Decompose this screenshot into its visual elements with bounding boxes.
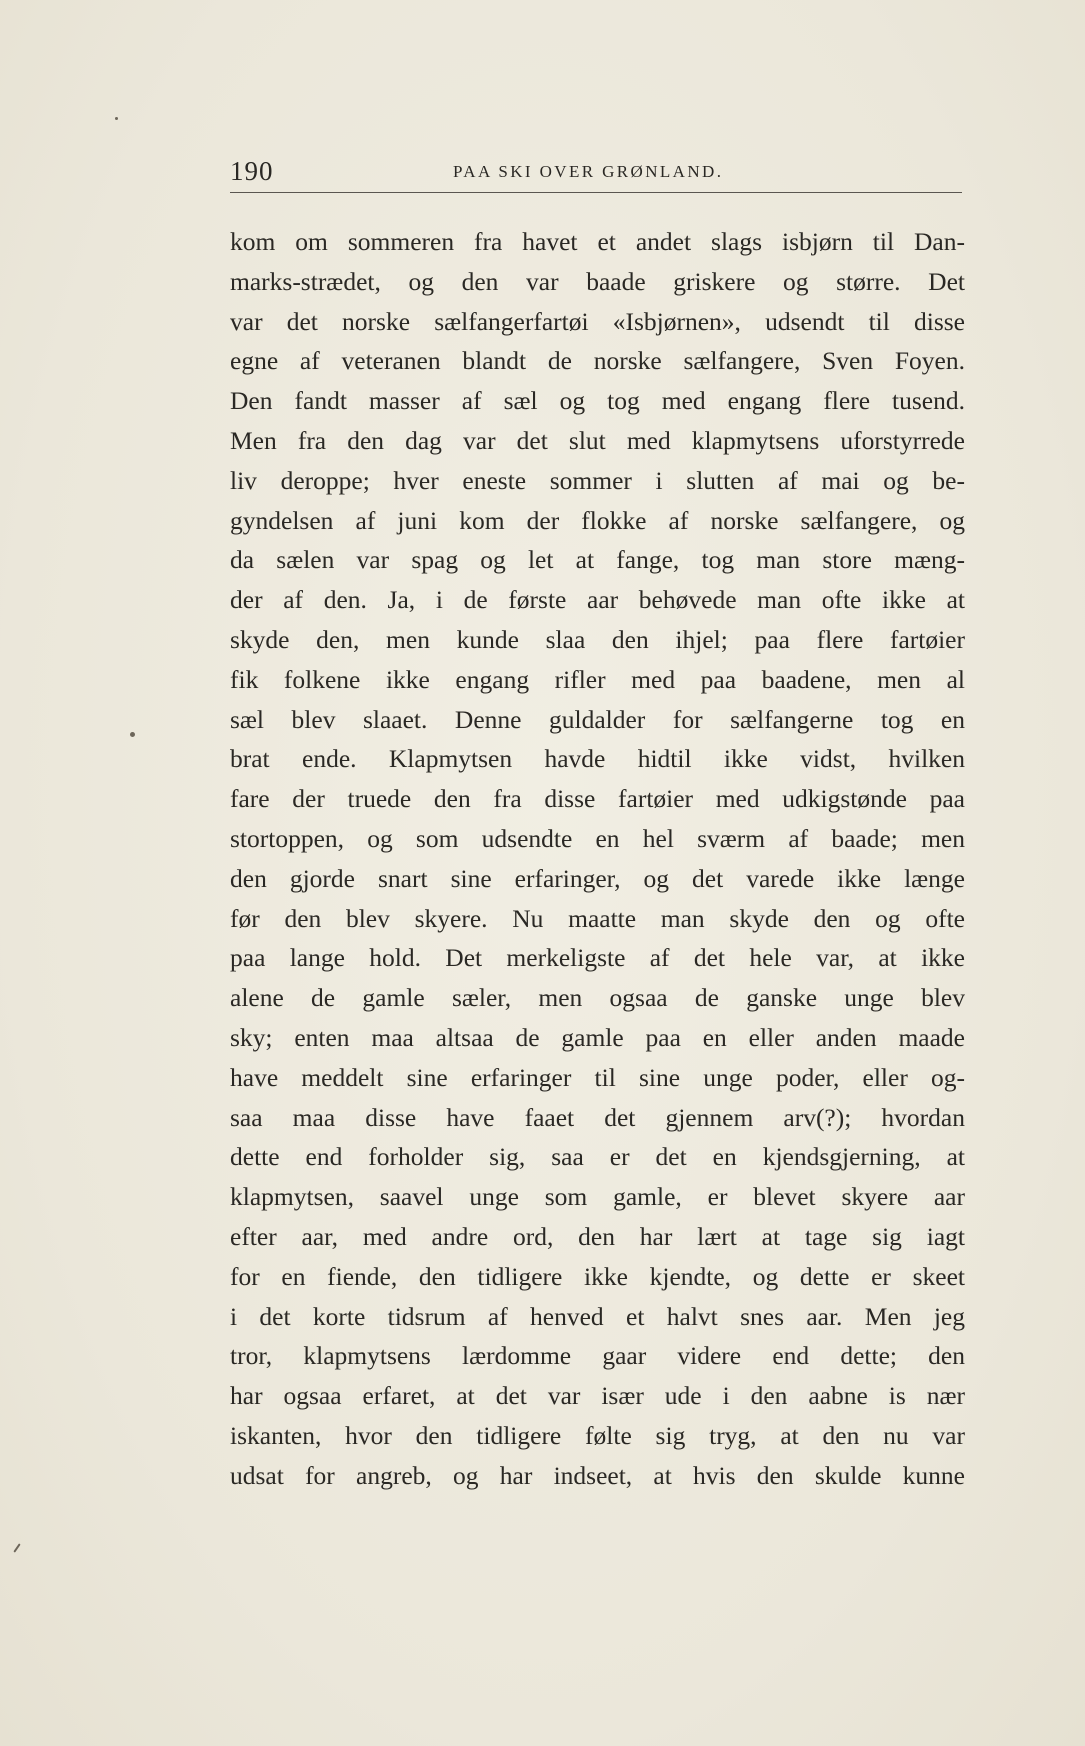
- paper-speck: [130, 732, 135, 737]
- text-line: stortoppen, og som udsendte en hel sværm af baade; men: [230, 823, 965, 853]
- text-line: efter aar, med andre ord, den har lært at tage sig iagt: [230, 1221, 965, 1251]
- text-line: udsat for angreb, og har indseet, at hvis den skulde kunne: [230, 1460, 965, 1490]
- text-line: sæl blev slaaet. Denne guldalder for sælfangerne tog en: [230, 704, 965, 734]
- text-line: iskanten, hvor den tidligere følte sig tryg, at den nu var: [230, 1420, 965, 1450]
- text-line: fare der truede den fra disse fartøier med udkigstønde paa: [230, 784, 965, 814]
- page-number: 190: [230, 156, 274, 186]
- text-line: i det korte tidsrum af henved et halvt snes aar. Men jeg: [230, 1301, 965, 1331]
- text-line: før den blev skyere. Nu maatte man skyde den og ofte: [230, 903, 965, 933]
- text-line: brat ende. Klapmytsen havde hidtil ikke vidst, hvilken: [230, 744, 965, 774]
- text-line: der af den. Ja, i de første aar behøvede man ofte ikke at: [230, 585, 965, 615]
- text-line: fik folkene ikke engang rifler med paa baadene, men al: [230, 664, 965, 694]
- text-line: klapmytsen, saavel unge som gamle, er blevet skyere aar: [230, 1182, 965, 1212]
- text-line: egne af veteranen blandt de norske sælfangere, Sven Foyen.: [230, 346, 965, 376]
- paper-speck: [115, 117, 118, 120]
- text-line: gyndelsen af juni kom der flokke af norske sælfangere, og: [230, 505, 965, 535]
- text-line: tror, klapmytsens lærdomme gaar videre end dette; den: [230, 1341, 965, 1371]
- text-line: paa lange hold. Det merkeligste af det hele var, at ikke: [230, 943, 965, 973]
- text-line: var det norske sælfangerfartøi «Isbjørnen», udsendt til disse: [230, 306, 965, 336]
- text-line: skyde den, men kunde slaa den ihjel; paa flere fartøier: [230, 624, 965, 654]
- text-line: dette end forholder sig, saa er det en kjendsgjerning, at: [230, 1142, 965, 1172]
- text-line: den gjorde snart sine erfaringer, og det varede ikke længe: [230, 863, 965, 893]
- text-line: Men fra den dag var det slut med klapmytsens uforstyrrede: [230, 425, 965, 455]
- text-line: har ogsaa erfaret, at det var især ude i den aabne is nær: [230, 1381, 965, 1411]
- text-line: liv deroppe; hver eneste sommer i slutten af mai og be-: [230, 465, 965, 495]
- text-line: da sælen var spag og let at fange, tog man store mæng-: [230, 545, 965, 575]
- text-line: saa maa disse have faaet det gjennem arv(?); hvordan: [230, 1102, 965, 1132]
- text-line: marks-strædet, og den var baade griskere og større. Det: [230, 266, 965, 296]
- page-header: [230, 156, 962, 186]
- text-line: alene de gamle sæler, men ogsaa de ganske unge blev: [230, 983, 965, 1013]
- text-line: for en fiende, den tidligere ikke kjendte, og dette er skeet: [230, 1261, 965, 1291]
- header-rule: [230, 192, 962, 193]
- body-text: [230, 222, 965, 1496]
- text-line: have meddelt sine erfaringer til sine unge poder, eller og-: [230, 1062, 965, 1092]
- text-line: Den fandt masser af sæl og tog med engang flere tusend.: [230, 386, 965, 416]
- running-title: PAA SKI OVER GRØNLAND.: [453, 162, 724, 181]
- text-line: sky; enten maa altsaa de gamle paa en eller anden maade: [230, 1022, 965, 1052]
- text-line: kom om sommeren fra havet et andet slags isbjørn til Dan-: [230, 227, 965, 256]
- paper-speck: [13, 1543, 20, 1552]
